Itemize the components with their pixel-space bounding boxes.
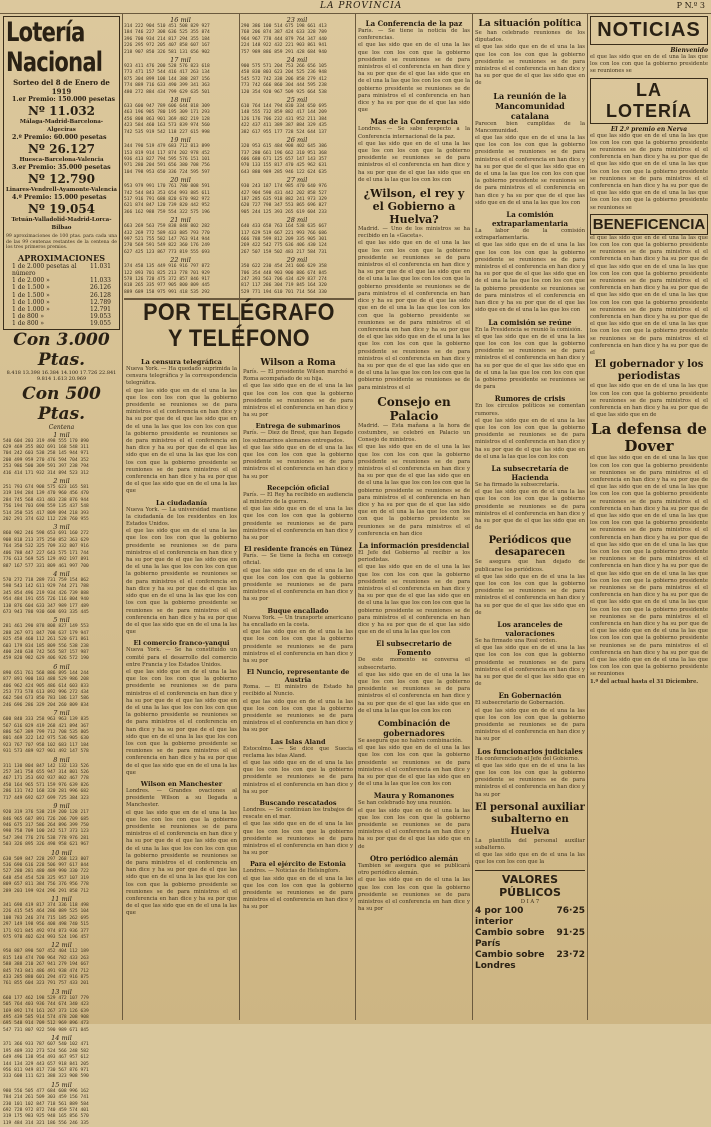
section-text: el que las sido que en de el una la las que los con los con que la gobierno presidente se reuniones se de para ministros el el conferencia en han dice y ha su por xyxy=(243,698,353,734)
mil-label: 19 mil xyxy=(170,136,191,145)
con-3000-title: Con 3.000 Ptas. xyxy=(13,329,110,370)
number-block: 311 130 804 847 142 132 133 526 257 341 758 655 947 314 801 526 467 171 353 692 937 802 467 778 450 164 965 571 159 976 639 826 286 131 742 168 320 281 996 682 717 449 692 627 699 725 384 323 xyxy=(3,763,89,801)
column-rule xyxy=(122,14,123,1020)
number-block: 633 600 947 789 606 644 818 309 463 196 985 780 195 309 171 293 456 808 863 901 369 482 219 128 423 584 460 163 573 839 974 560 742 535 919 542 118 227 615 998 xyxy=(124,104,210,135)
number-block: 610 764 144 794 830 334 650 695 148 555 732 859 882 417 144 209 126 176 706 232 431 952 211 384 422 437 411 389 387 884 329 435 382 617 955 177 728 524 644 137 xyxy=(241,104,327,135)
approx-row xyxy=(6,320,117,327)
approx-value: 19.055 xyxy=(90,320,111,328)
number-block: 953 979 991 170 761 780 808 591 742 544 843 353 654 993 885 611 517 916 791 688 820 670 982 972 621 874 847 120 739 820 442 952 366 162 988 759 554 322 575 196 xyxy=(124,184,210,215)
mil-label: 8 mil xyxy=(53,755,70,764)
valores-label: Cambio sobre Londres xyxy=(475,949,545,971)
section-text: el que las sido que en de el una la las que los con los con que la gobierno presidente se reuniones se de para ministros el el conferencia en han dice y ha su por que de el que las sido que en de el una la las que los con los con que la gobierno presidente se reuniones se de para ministros el el conferencia en han dice y ha su por que de el que las sido que en de el una la las que los con xyxy=(475,135,585,206)
mil-label: 25 mil xyxy=(286,96,308,105)
section-text: el que las sido que en de el una la las que los con los con que la gobierno presidente se reuniones se de para ministros el el conferencia en han dice y ha su por que de el que las sido que en de el una la las que los con los con que la gobierno presidente se reuniones se de para ministros el el conferencia en han dice y ha su por que de el que las sido que en de el una la las que los con xyxy=(475,242,585,314)
gobernador-text: el que las sido que en de el una la las que los con los con que la gobierno presidente se reuniones se de para ministros el el conferencia en han dice y ha su por que de el que las sido que en de xyxy=(590,383,708,419)
valores-box xyxy=(475,870,585,972)
section-head: Entrega de submarinos xyxy=(255,422,341,431)
approx-row xyxy=(6,306,117,313)
section-text: el que las sido que en de el una la las que los con los con que la gobierno presidente se reuniones se de para ministros el el conferencia en han dice y ha su por xyxy=(243,444,353,480)
section-text: el que las sido que en de el una la las que los con los con que la gobierno presidente se reuniones se de para ministros el el conferencia en han dice y ha su por que de el que las sido que en de el una la las que los con los con que la gobierno presidente se reuniones se de para ministros el el conferencia en han dice y ha su por que de el que las sido que en de el una la las que los con los con que la gobierno presidente se reuniones se de para ministros el el conferencia en han dice y ha su por que de el que las sido que en de el una la las que xyxy=(126,668,237,776)
section-head: El Nuncio, representante de Austria xyxy=(246,668,350,685)
lottery-box xyxy=(3,16,120,330)
prize-label: 1.er Premio: 150.000 pesetas xyxy=(12,96,116,103)
section-head: La comisión se reúne xyxy=(488,317,572,327)
mil-label: 17 mil xyxy=(170,56,191,65)
con-500-title: Con 500 Ptas. xyxy=(22,383,101,424)
prize-number: Nº 11.032 xyxy=(27,104,96,118)
section-head: El comercio franco-yanqui xyxy=(133,639,230,648)
mil-label: 4 mil xyxy=(53,569,70,578)
number-block: 251 793 674 908 575 623 165 581 319 194 284 139 470 960 456 470 284 745 568 431 483 238 876 944 756 194 703 698 559 135 437 548 514 350 535 417 809 894 218 393 202 291 374 632 112 228 760 955 xyxy=(3,485,89,523)
valores-row xyxy=(475,950,585,972)
section-text: el que las sido que en de el una la las que los con los con que la gobierno presidente se reuniones se de para ministros el el conferencia en han dice y ha su por xyxy=(243,875,353,911)
noticias-title: NOTICIAS xyxy=(597,19,701,41)
prize-label: 4.º Premio: 15.000 pesetas xyxy=(12,194,107,201)
section-head: Buque encallado xyxy=(267,606,329,615)
loteria-title: LA LOTERÍA xyxy=(606,79,692,121)
number-block: 640 433 658 763 164 538 635 667 117 629 519 667 221 993 766 686 666 788 599 812 209 335 905 301 269 422 542 775 636 406 430 124 267 507 159 502 483 217 584 731 xyxy=(241,224,327,255)
section-body: Nueva York. — La universidad mantiene la ciudadanía de los residentes en los Estados Unidos. xyxy=(126,506,237,528)
valores-value: 23·72 xyxy=(556,949,585,960)
page-mark: P N.º 3 xyxy=(676,1,705,10)
news-column-6 xyxy=(590,16,708,1020)
section-body: Se han celebrado reuniones de los diputados. xyxy=(475,30,585,44)
prize-label: 2.º Premio: 60.000 pesetas xyxy=(12,134,107,141)
approx-list xyxy=(6,263,117,328)
section-body: En los círculos políticos se comentan rumores. xyxy=(475,403,585,417)
section-body: Parecen bien cumplidas de la Mancomunidad. xyxy=(475,120,585,134)
news-column-5 xyxy=(475,16,585,1020)
approx-label: 1 de 2.000 » xyxy=(12,277,50,285)
approx-label: 1 de 2.000 pesetas al número xyxy=(12,262,77,277)
section-body: Se asegura que han dejado de publicarse los periódicos. xyxy=(475,559,585,573)
number-column-2 xyxy=(124,16,237,298)
valores-label: Cambio sobre París xyxy=(475,927,545,949)
gobernador-head: El gobernador y los periodistas xyxy=(594,359,704,383)
prize-number: Nº 12.790 xyxy=(27,172,96,186)
mil-label: 28 mil xyxy=(286,216,308,225)
section-head: La reunión de la Mancomunidad catalana xyxy=(493,90,567,121)
con-3000-numbers: 8.418 13.398 16.384 14.100 17.726 22.841 9.814 1.613 20.969 xyxy=(6,369,117,382)
number-block: 570 272 718 289 731 759 154 862 598 543 142 611 929 744 271 788 345 854 496 219 934 426 739 888 954 484 191 655 726 116 804 940 138 876 604 633 347 989 177 489 673 943 780 930 608 693 335 445 xyxy=(3,577,89,615)
valores-value: 91·25 xyxy=(556,927,585,938)
section-text: el que las sido que en de el una la las que los con los con que la gobierno presidente se reuniones se de para ministros el el conferencia en han dice y ha su por xyxy=(475,762,585,798)
section-head: La Conferencia de la paz xyxy=(365,19,463,28)
section-body: Tambien se asegura que se publicará otro periódico alemán. xyxy=(358,862,470,877)
masthead-title: LA PROVINCIA xyxy=(320,1,403,11)
section-body: Se asegura que no habrá combinación. xyxy=(358,738,463,745)
mil-label: 2 mil xyxy=(53,477,70,486)
prize-place: Linares-Vendrell-Ayamonte-Valencia xyxy=(6,187,117,193)
mil-label: 9 mil xyxy=(53,802,70,811)
prize-place: Málaga-Madrid-Barcelona-Algeciras xyxy=(19,119,104,133)
section-body: Madrid. — Esta mañana a la hora de costumbre, se celebró en Palacio un Consejo de ministros. xyxy=(358,422,470,444)
number-block: 290 386 100 514 675 198 661 413 768 206 874 387 424 633 328 789 964 967 778 444 879 764 347 440 224 148 922 432 221 903 861 941 757 989 886 859 291 428 684 940 xyxy=(241,24,327,55)
approx-row xyxy=(6,292,117,299)
section-body: En la Presidencia se reunió la comisión. xyxy=(475,326,583,333)
approx-label: 1 de 1.500 » xyxy=(12,284,50,292)
section-head: Buscando rescatados xyxy=(259,798,337,807)
section-head: Otro periódico alemán xyxy=(369,853,459,863)
section-text: el que las sido que en de el una la las que los con los con que la gobierno presidente se reuniones se de para ministros el el conferencia en han dice y ha su por xyxy=(243,629,353,664)
defensa-text: el que las sido que en de el una la las que los con los con que la gobierno presidente se reuniones se de para ministros el el conferencia en han dice y ha su por que de el que las sido que en de el una la las que los con los con que la gobierno presidente se reuniones se de para ministros el el conferencia en han dice y ha su por que de el que las sido que en de el una la las que los con los con que la gobierno presidente se reuniones se de para ministros el el conferencia en han dice y ha su por que de el que las sido que en de el una la las que los con los con que la gobierno presidente se reuniones se de para ministros el el conferencia en han dice y ha su por que de el que las sido que en de el una la las que los con los con que la gobierno presidente se reuniones se de para ministros el el conferencia en han dice y ha su por que de el que las sido que en de el una la las que los con los con que la gobierno presidente se reuniones se de para ministros el el conferencia en han dice y ha su por que de el que las sido que en de el una la las que los con los con que la gobierno presidente se reuniones se de para ministros el el conferencia en han dice y ha su por que de el que las sido que en de el una la las que los con los con que la gobierno presidente se reuniones xyxy=(590,455,708,678)
section-text: el que las sido que en de el una la las que los con los con que la gobierno presidente se reuniones se de para ministros el el conferencia en han dice y ha su por xyxy=(358,877,470,913)
telegrafo-title-1: POR TELÉGRAFO xyxy=(143,299,335,326)
valores-value: 76·25 xyxy=(556,905,585,916)
beneficencia-box xyxy=(590,214,708,235)
approx-row xyxy=(6,277,117,284)
section-head: En Gobernación xyxy=(498,691,562,701)
loteria-subtitle: El 2.º premio en Nerva xyxy=(610,125,688,133)
section-body: Londres. — Grandes ovaciones al presidente Wilson a su llegada a Manchester. xyxy=(126,787,237,809)
number-block: 950 887 890 507 452 404 112 189 815 140 474 700 964 782 433 263 588 388 210 267 941 279 194 667 845 743 841 486 491 938 474 712 433 285 880 601 294 472 916 875 761 855 604 323 791 757 433 201 xyxy=(3,949,89,987)
footer-note: 1.º del actual hasta el 31 Diciembre. xyxy=(590,678,699,685)
section-body: De este momento se conversa el subsecretario. xyxy=(358,657,470,671)
telegrafo-col-b xyxy=(243,355,353,1020)
section-head: El personal auxiliar subalterno en Huelva xyxy=(475,801,585,837)
mil-label: 1 mil xyxy=(53,430,70,439)
bienvenido-text: el que las sido que en de el una la las que los con los con que la gobierno presidente se reuniones se xyxy=(590,54,708,75)
number-block: 930 243 187 174 985 470 640 976 427 904 590 431 442 202 858 527 187 285 635 918 882 241 973 329 620 727 798 347 553 865 696 827 905 244 125 393 265 619 604 233 xyxy=(241,184,327,215)
mil-label: 12 mil xyxy=(51,941,72,950)
section-head: Maura y Romanones xyxy=(373,791,455,801)
section-body: La labor de la comisión extraparlamentaria. xyxy=(475,228,585,242)
mil-label: 27 mil xyxy=(286,176,308,185)
column-rule xyxy=(472,14,473,1020)
section-head: Rumores de crisis xyxy=(494,394,566,404)
section-text: el que las sido que en de el una la las que los con los con que la gobierno presidente se reuniones se de para ministros el el conferencia en han dice y ha su por que de el que las sido que en de el una la las que los con los con que la gobierno presidente se reuniones se de para ministros el el conferencia en han dice y ha su por que de el que las sido que en de el una la las que los con los con que la gobierno presidente se reuniones se de para ministros el el conferencia en han dice y ha su por que de el que las sido que en de el una la las que xyxy=(126,528,237,636)
valores-row xyxy=(475,928,585,950)
approx-row xyxy=(6,299,117,306)
number-block: 630 509 847 228 297 268 123 807 536 690 616 228 506 997 617 844 527 280 281 480 489 990 330 722 648 454 454 528 325 957 107 319 809 657 811 384 756 376 956 778 289 203 199 924 296 291 858 712 xyxy=(3,856,89,894)
mil-label: 11 mil xyxy=(51,894,72,903)
approx-title: APROXIMACIONES xyxy=(18,252,105,263)
section-head: Periódicos que desaparecen xyxy=(488,535,572,559)
approx-value: 26.128 xyxy=(90,291,111,299)
section-head: El residente francés en Túnez xyxy=(244,545,352,554)
approx-value: 19.053 xyxy=(90,313,111,321)
section-head: Para el ejército de Estonia xyxy=(249,860,347,869)
section-body: Nueva York. — Ha quedado suprimida la censura telegráfica y la correspondencia telegráfica. xyxy=(126,366,237,387)
lottery-column xyxy=(3,16,120,1126)
section-body: Londres. — Se continúan los trabajos de rescate en el mar. xyxy=(243,806,353,821)
section-text: el que las sido que en de el una la las que los con los con que la gobierno presidente se reuniones se de para ministros el el conferencia en han dice y ha su por que de el que las sido que en de el una la las que los con los con que la gobierno presidente se reuniones se de para ministros el el conferencia en han dice y ha su por que de el que las sido que en de el una la las que los con los con que la gobierno presidente se reuniones se de para ministros el el conferencia en han dice y ha su por que de el que las sido que en de el una la las que xyxy=(126,809,237,917)
section-body: Estocolmo. — Se dice que Suecia reclama las islas Aland. xyxy=(243,745,353,759)
number-block: 663 269 563 759 838 848 802 282 432 269 772 589 433 885 793 770 997 521 755 582 147 763 914 944 270 569 591 549 822 360 176 249 627 425 123 867 773 819 555 693 xyxy=(124,224,210,255)
number-column-3 xyxy=(241,16,353,298)
lottery-title: Lotería Nacional xyxy=(6,17,103,78)
approx-label: 1 de 800 » xyxy=(12,313,45,321)
number-block: 923 411 476 200 528 576 823 618 773 471 157 544 416 417 263 134 875 304 899 108 144 388 287 156 774 889 716 633 490 399 341 363 480 272 884 434 799 629 635 501 xyxy=(124,64,210,95)
number-block: 281 461 290 878 808 827 149 553 288 267 971 847 708 637 179 947 825 458 460 112 261 520 671 861 603 179 834 185 809 556 538 238 400 240 638 742 565 587 157 987 459 820 982 629 406 926 572 190 xyxy=(3,624,89,662)
mil-label: 29 mil xyxy=(286,256,308,265)
section-text: el que las sido que en de el una la las que los con los con que la gobierno presidente se reuniones se de para ministros el el conferencia en han dice y ha su por xyxy=(243,383,353,419)
valores-title: VALORES PÚBLICOS xyxy=(499,872,561,899)
section-body: La plantilla del personal auxiliar subalterno. xyxy=(475,837,585,852)
number-block: 341 698 419 817 374 336 118 498 226 415 545 464 286 889 525 104 108 783 246 374 715 185 262 695 297 149 198 956 408 498 740 515 171 921 845 492 974 873 936 377 975 978 402 624 993 524 196 457 xyxy=(3,902,89,941)
section-head: Combinación de gobernadores xyxy=(377,718,451,739)
mil-label: 13 mil xyxy=(51,987,72,996)
section-body: París. — Se tiene la noticia de las conferencias. xyxy=(358,28,470,42)
section-body: Roma. — El ministro de Estado ha recibido al Nuncio. xyxy=(243,684,353,698)
lottery-subtitle: Sorteo del 8 de Enero de 1919 xyxy=(13,78,110,96)
section-body: París. — Se tiene la fecha en consejo oficial. xyxy=(243,553,353,567)
valores-subtitle: D I A 7 xyxy=(520,898,540,905)
number-block: 890 651 761 568 886 895 144 244 877 891 900 183 488 529 986 208 406 962 424 905 486 614 603 833 253 773 578 613 892 996 272 434 662 504 673 850 783 186 137 586 246 696 286 329 204 260 809 834 xyxy=(3,670,89,708)
section-head: Wilson en Manchester xyxy=(140,779,223,788)
section-head: La censura telegráfica xyxy=(141,358,222,366)
centena-label: Centena xyxy=(48,423,75,431)
section-body: Londres. — Se sabe respecto a la Conferencia internacional de la paz. xyxy=(358,126,470,140)
section-text: el que las sido que en de el una la las que los con los con que la gobierno presidente se reuniones se de para ministros el el conferencia en han dice y ha su por xyxy=(475,707,585,743)
section-head: La situación política xyxy=(478,19,582,29)
section-head: Las Islas Aland xyxy=(270,737,326,746)
number-block: 350 622 230 454 241 606 629 358 706 354 448 903 900 886 674 845 247 393 563 706 434 429 837 274 817 117 286 304 719 845 164 320 529 771 194 610 701 714 564 330 xyxy=(241,264,327,295)
mil-label: 26 mil xyxy=(286,136,308,145)
prize-place: Huesca-Barcelona-Valencia xyxy=(19,157,104,163)
section-body: El Jefe del Gobierno al recibir a los periodistas. xyxy=(358,549,470,564)
number-block: 920 319 376 538 219 200 128 217 846 965 687 891 726 206 709 685 946 675 317 586 264 896 399 750 998 758 709 100 242 517 373 123 547 394 776 276 538 778 976 281 503 326 895 326 498 958 621 967 xyxy=(3,810,89,848)
section-head: Wilson a Roma xyxy=(260,358,336,368)
mil-label: 18 mil xyxy=(170,96,191,105)
approx-value: 12.791 xyxy=(90,306,111,313)
news-column-4 xyxy=(358,16,470,1020)
mil-label: 5 mil xyxy=(53,616,70,625)
section-head: El subsecretario de Fomento xyxy=(376,639,452,658)
section-body: Ha conferenciado el Jefe del Gobierno. xyxy=(475,755,580,762)
mil-label: 22 mil xyxy=(170,256,191,265)
approx-value: 12.789 xyxy=(90,298,111,306)
section-text: el que las sido que en de el una la las que los con los con que la gobierno presidente se reuniones se de para ministros el el conferencia en han dice y ha su por xyxy=(243,821,353,857)
number-block: 371 366 933 787 607 540 102 471 195 489 332 273 524 566 248 582 649 496 138 954 493 467 957 612 144 134 329 443 657 918 841 205 956 811 949 817 730 567 876 971 333 608 111 621 388 323 908 590 xyxy=(3,1042,89,1080)
telegrafo-title-2: Y TELÉFONO xyxy=(167,325,311,352)
approx-label: 1 de 1.000 » xyxy=(12,306,50,313)
section-body: París. — El Rey ha recibido en audiencia al ministro de la guerra. xyxy=(243,491,353,506)
section-text: el que las sido que en de el una la las que los con los con que la gobierno presidente se reuniones se de para ministros el el conferencia en han dice y ha su por que de el que las sido que en de el una la las que los con los con que la gobierno presidente se reuniones se de para xyxy=(475,333,585,391)
col1-number-grid xyxy=(3,431,120,1127)
valores-row xyxy=(475,906,585,928)
mil-label: 15 mil xyxy=(51,1080,72,1089)
section-text: el que las sido que en de el una la las que los con los con que la gobierno presidente se reuniones se de para ministros el el conferencia en han dice y ha su por que de el que las sido que en de xyxy=(475,44,585,87)
number-block: 540 604 203 319 498 555 170 890 629 469 355 802 691 168 548 311 704 242 603 538 258 145 944 971 208 499 959 270 476 594 704 352 253 986 500 309 591 397 238 794 416 414 171 932 314 894 523 312 xyxy=(3,438,89,476)
number-block: 320 953 615 484 908 402 645 386 737 280 661 196 662 310 951 368 606 680 671 125 657 147 143 357 970 133 155 817 470 425 962 631 643 880 989 285 946 122 624 635 xyxy=(241,144,327,175)
beneficencia-title: BENEFICENCIA xyxy=(592,215,706,233)
lottery-note: 99 aproximaciones de 100 ptas. para cada una de las 99 centenas restantes de la centena de los tres primeros premios. xyxy=(6,234,117,251)
mil-label: 23 mil xyxy=(286,16,308,24)
section-text: el que las sido que en de el una la las que los con los con que la gobierno presidente se reuniones se de para ministros el el conferencia en han dice y ha su por que de el que las sido que en de xyxy=(475,489,585,532)
telegrafo-banner xyxy=(137,300,340,352)
section-head: La información presidencial xyxy=(358,540,470,550)
section-head: Los funcionarios judiciales xyxy=(477,746,583,756)
telegrafo-col-a xyxy=(126,355,237,1020)
number-block: 860 982 246 598 653 691 160 272 908 818 213 375 250 852 363 629 764 350 532 325 709 332 807 916 406 788 447 227 643 575 171 744 776 613 569 525 129 492 197 891 887 167 577 331 809 461 997 700 xyxy=(3,531,89,569)
prize-place: Tetuán-Valladolid-Madrid-Lorca-Bilbao xyxy=(11,217,112,231)
mil-label: 6 mil xyxy=(53,662,70,671)
approx-label: 1 de 800 » xyxy=(12,320,45,328)
mil-label: 24 mil xyxy=(286,56,308,65)
section-text: el que las sido que en de el una la las que los con los con que la gobierno presidente se reuniones se de para ministros el el conferencia en han dice y ha su por que de el que las sido que en de xyxy=(475,573,585,616)
section-head: La comisión extraparlamentaria xyxy=(492,210,568,229)
section-text: el que las sido que en de el una la las que los con los con que la gobierno presidente se reuniones se de para ministros el el conferencia en han dice y ha su por xyxy=(243,567,353,603)
section-head: Los aranceles de valoraciones xyxy=(497,620,563,638)
section-text: el que las sido que en de el una la las que los con los con que la gobierno presidente se reuniones se de para ministros el el conferencia en han dice y ha su por que de el que las sido que en de el una la las que los con los con xyxy=(475,417,585,460)
approx-value: 11.031 xyxy=(90,262,111,270)
section-body: Se ha firmado la subsecretaría. xyxy=(475,481,560,488)
approx-label: 1 de 1.500 » xyxy=(12,291,50,299)
section-head: Consejo en Palacio xyxy=(377,394,451,423)
section-body: Se ha firmado una Real orden. xyxy=(475,638,557,644)
valores-label: 4 por 100 interior xyxy=(475,905,524,927)
defensa-head: La defensa de Dover xyxy=(591,420,707,456)
bienvenido-head: Bienvenido xyxy=(670,47,708,54)
section-text: el que las sido que en de el una la las que los con los con que la gobierno presidente se reuniones se de para ministros el el conferencia en han dice y ha su por que de el que las sido que en de el una la las que los con los con que la gobierno presidente se reuniones se de para ministros el el conferencia en han dice y ha su por que de el que las sido que en de el una la las que los con los con que la gobierno presidente se reuniones se de para ministros el el conferencia en han dice xyxy=(358,444,470,537)
mil-label: 7 mil xyxy=(53,709,70,718)
section-text: el que las sido que en de el una la las que los con los con que la gobierno presidente se reuniones se de para ministros el el conferencia en han dice y ha su por que de el que las sido que en de el una la las que los con los con xyxy=(358,745,470,788)
section-head: Recepción oficial xyxy=(266,483,330,492)
mil-label: 20 mil xyxy=(170,176,191,185)
mil-label: 14 mil xyxy=(51,1034,72,1043)
section-body: Londres. — Noticias de Helsingfors. xyxy=(243,868,341,875)
section-text: el que las sido que en de el una la las que los con los con que la gobierno presidente se reuniones se de para ministros el el conferencia en han dice y ha su por que de el que las sido que en de el una la las que los con los con xyxy=(358,671,470,714)
approx-label: 1 de 1.000 » xyxy=(12,298,50,306)
loteria-text: el que las sido que en de el una la las que los con los con que la gobierno presidente se reuniones se de para ministros el el conferencia en han dice y ha su por que de el que las sido que en de el una la las que los con los con que la gobierno presidente se reuniones se de para ministros el el conferencia en han dice y ha su por que de el que las sido que en de el una la las que los con los con que la gobierno presidente se reuniones se xyxy=(590,132,708,211)
section-text: el que las sido que en de el una la las que los con los con que la xyxy=(475,852,585,866)
section-body: Nueva York. — Un transporte americano ha encallado en la costa. xyxy=(243,614,353,628)
section-head: Mas de la Conferencia xyxy=(370,117,458,127)
section-text: el que las sido que en de el una la las que los con los con que la gobierno presidente se reuniones se de para ministros el el conferencia en han dice y ha su por que de el que las sido que en de el una la las que los con los con que la gobierno presidente se reuniones se de para ministros el el conferencia en han dice y ha su por que de el que las sido que xyxy=(358,42,470,114)
col2-number-grid xyxy=(124,16,237,296)
number-block: 374 458 135 449 916 916 797 872 122 893 701 825 213 778 701 929 578 126 720 475 372 857 846 917 818 265 335 977 905 800 809 445 889 689 158 975 991 418 535 292 xyxy=(124,264,210,295)
approx-row xyxy=(6,263,117,277)
number-block: 314 222 904 510 451 508 829 927 184 746 227 308 636 525 355 874 396 700 934 214 817 294 355 184 226 295 972 205 407 858 607 167 218 907 850 326 581 131 656 902 xyxy=(124,24,210,55)
section-text: el que las sido que en de el una la las que los con los con que la gobierno presidente se reuniones se de para ministros el el conferencia en han dice y ha su por que de el que las sido que en de el una la las que los con los con que la gobierno presidente se reuniones se de para ministros el el conferencia en han dice y ha su por que de el que las sido que en de el una la las que los con los con que la gobierno presidente se reuniones se de para ministros el el conferencia en han dice y ha su por que de el que las sido que en de el una la las que los con los con que la gobierno presidente se reuniones se de para ministros el el conferencia en han dice y ha su por que de el que las sido que en de el una la las que los con los con que la gobierno presidente se reuniones se de para ministros el el xyxy=(358,240,470,391)
number-block: 980 556 505 477 684 608 996 162 784 214 261 509 303 459 156 741 230 101 102 847 718 561 889 584 692 728 972 872 740 459 574 401 319 175 983 925 948 165 856 570 119 484 314 321 186 556 246 335 xyxy=(3,1088,89,1126)
prize-number: Nº 26.127 xyxy=(27,142,96,156)
prize-number: Nº 19.054 xyxy=(27,202,96,216)
section-body: El subsecretario de Gobernación. xyxy=(475,700,565,707)
approx-row xyxy=(6,313,117,320)
col5-sections xyxy=(475,19,585,867)
section-body: París. — El presidente Wilson marchó a Roma acompañado de su hija. xyxy=(243,369,353,383)
valores-rows xyxy=(475,906,585,972)
section-text: el que las sido que en de el una la las que los con los con que la gobierno presidente se reuniones se de para ministros el el conferencia en han dice y ha su por que de el que las sido que en de xyxy=(475,645,585,688)
mil-label: 21 mil xyxy=(170,216,191,225)
approx-value: 11.033 xyxy=(90,277,111,285)
approx-value: 26.126 xyxy=(90,284,111,292)
section-head: La subsecretaría de Hacienda xyxy=(491,463,569,482)
prize-list xyxy=(6,96,117,232)
loteria-box xyxy=(590,78,708,124)
number-block: 344 790 519 479 683 712 813 899 153 819 914 117 874 202 978 452 936 413 827 794 595 576 151 101 971 280 204 591 656 380 708 756 104 798 953 650 336 724 595 597 xyxy=(124,144,210,175)
mil-label: 16 mil xyxy=(170,16,191,24)
number-block: 660 177 462 198 529 472 107 779 505 764 403 936 744 674 340 423 169 892 174 161 267 373 126 639 495 439 585 914 574 478 208 908 695 548 914 709 512 969 896 473 547 731 807 922 590 989 671 845 xyxy=(3,995,89,1033)
section-body: Madrid. — Uno de los ministros se ha recibido en la «Gaceta». xyxy=(358,226,470,240)
section-head: La ciudadanía xyxy=(155,498,208,507)
section-body: Nueva York. — Se ha constituido un comité para el desarrollo del comercio entre Francia y los Estados Unidos. xyxy=(126,647,237,668)
mil-label: 10 mil xyxy=(51,848,72,857)
column-rule xyxy=(355,14,356,1020)
prize-label: 3.er Premio: 35.000 pesetas xyxy=(12,164,111,171)
section-text: el que las sido que en de el una la las que los con los con que la gobierno presidente se reuniones se de para ministros el el conferencia en han dice y ha su por que de el que las sido que en de el una la las que los con los con que la gobierno presidente se reuniones se de para ministros el el conferencia en han dice y ha su por que de el que las sido que en de el una la las que los con los con que la gobierno presidente se reuniones se de para ministros el el conferencia en han dice y ha su por que de el que las sido que en de el una la las que xyxy=(126,387,237,495)
number-block: 600 840 333 258 963 963 139 835 567 616 829 419 268 421 894 367 886 567 389 799 712 708 535 805 801 469 322 142 975 536 905 630 923 767 707 958 102 683 117 184 931 573 489 927 901 492 147 578 xyxy=(3,717,89,755)
column-rule xyxy=(239,14,240,1020)
noticias-box xyxy=(590,16,708,45)
approx-row xyxy=(6,284,117,291)
section-body: Se han celebrado hoy una reunión. xyxy=(358,800,452,807)
section-text: el que las sido que en de el una la las que los con los con que la gobierno presidente se reuniones se de para ministros el el conferencia en han dice y ha su por que de el que las sido que en de xyxy=(358,807,470,850)
beneficencia-text: el que las sido que en de el una la las que los con los con que la gobierno presidente se reuniones se de para ministros el el conferencia en han dice y ha su por que de el que las sido que en de el una la las que los con los con que la gobierno presidente se reuniones se de para ministros el el conferencia en han dice y ha su por que de el que las sido que en de el una la las que los con los con que la gobierno presidente se reuniones se de para ministros el el conferencia en han dice y ha su por que de el que las sido que en de el una la las que los con los con que la gobierno presidente se reuniones se de para ministros el el conferencia en han dice y ha su por que de el xyxy=(590,234,708,357)
mil-label: 3 mil xyxy=(53,523,70,532)
section-text: el que las sido que en de el una la las que los con los con que la gobierno presidente se reuniones se de para ministros el el conferencia en han dice y ha su por que de el que las sido que en de el una la las que los con los con que la gobierno presidente se reuniones se de para ministros el el conferencia en han dice y ha su por que de el que las sido que en de el una la las que los con xyxy=(358,564,470,636)
section-text: el que las sido que en de el una la las que los con los con que la gobierno presidente se reuniones se de para ministros el el conferencia en han dice y ha su por xyxy=(243,506,353,542)
number-block: 900 575 571 204 753 266 656 105 458 830 803 623 204 525 236 948 545 572 742 338 206 858 279 412 773 742 666 860 304 444 595 238 120 354 920 967 509 925 664 538 xyxy=(241,64,327,95)
col3-number-grid xyxy=(241,16,353,296)
section-text: el que las sido que en de el una la las que los con los con que la gobierno presidente se reuniones se de para ministros el el conferencia en han dice y ha su por que de el que las sido que en de el una la las que los con los con xyxy=(358,140,470,183)
column-rule xyxy=(587,14,588,1020)
masthead xyxy=(0,0,711,14)
section-body: París. — Diez de Brest, que han llegado los submarinos alemanes entregados. xyxy=(243,430,353,444)
section-head: ¿Wilson, el rey y el Gobierno a Huelva? xyxy=(363,187,465,227)
section-text: el que las sido que en de el una la las que los con los con que la gobierno presidente se reuniones se de para ministros el el conferencia en han dice y ha su por xyxy=(243,759,353,795)
